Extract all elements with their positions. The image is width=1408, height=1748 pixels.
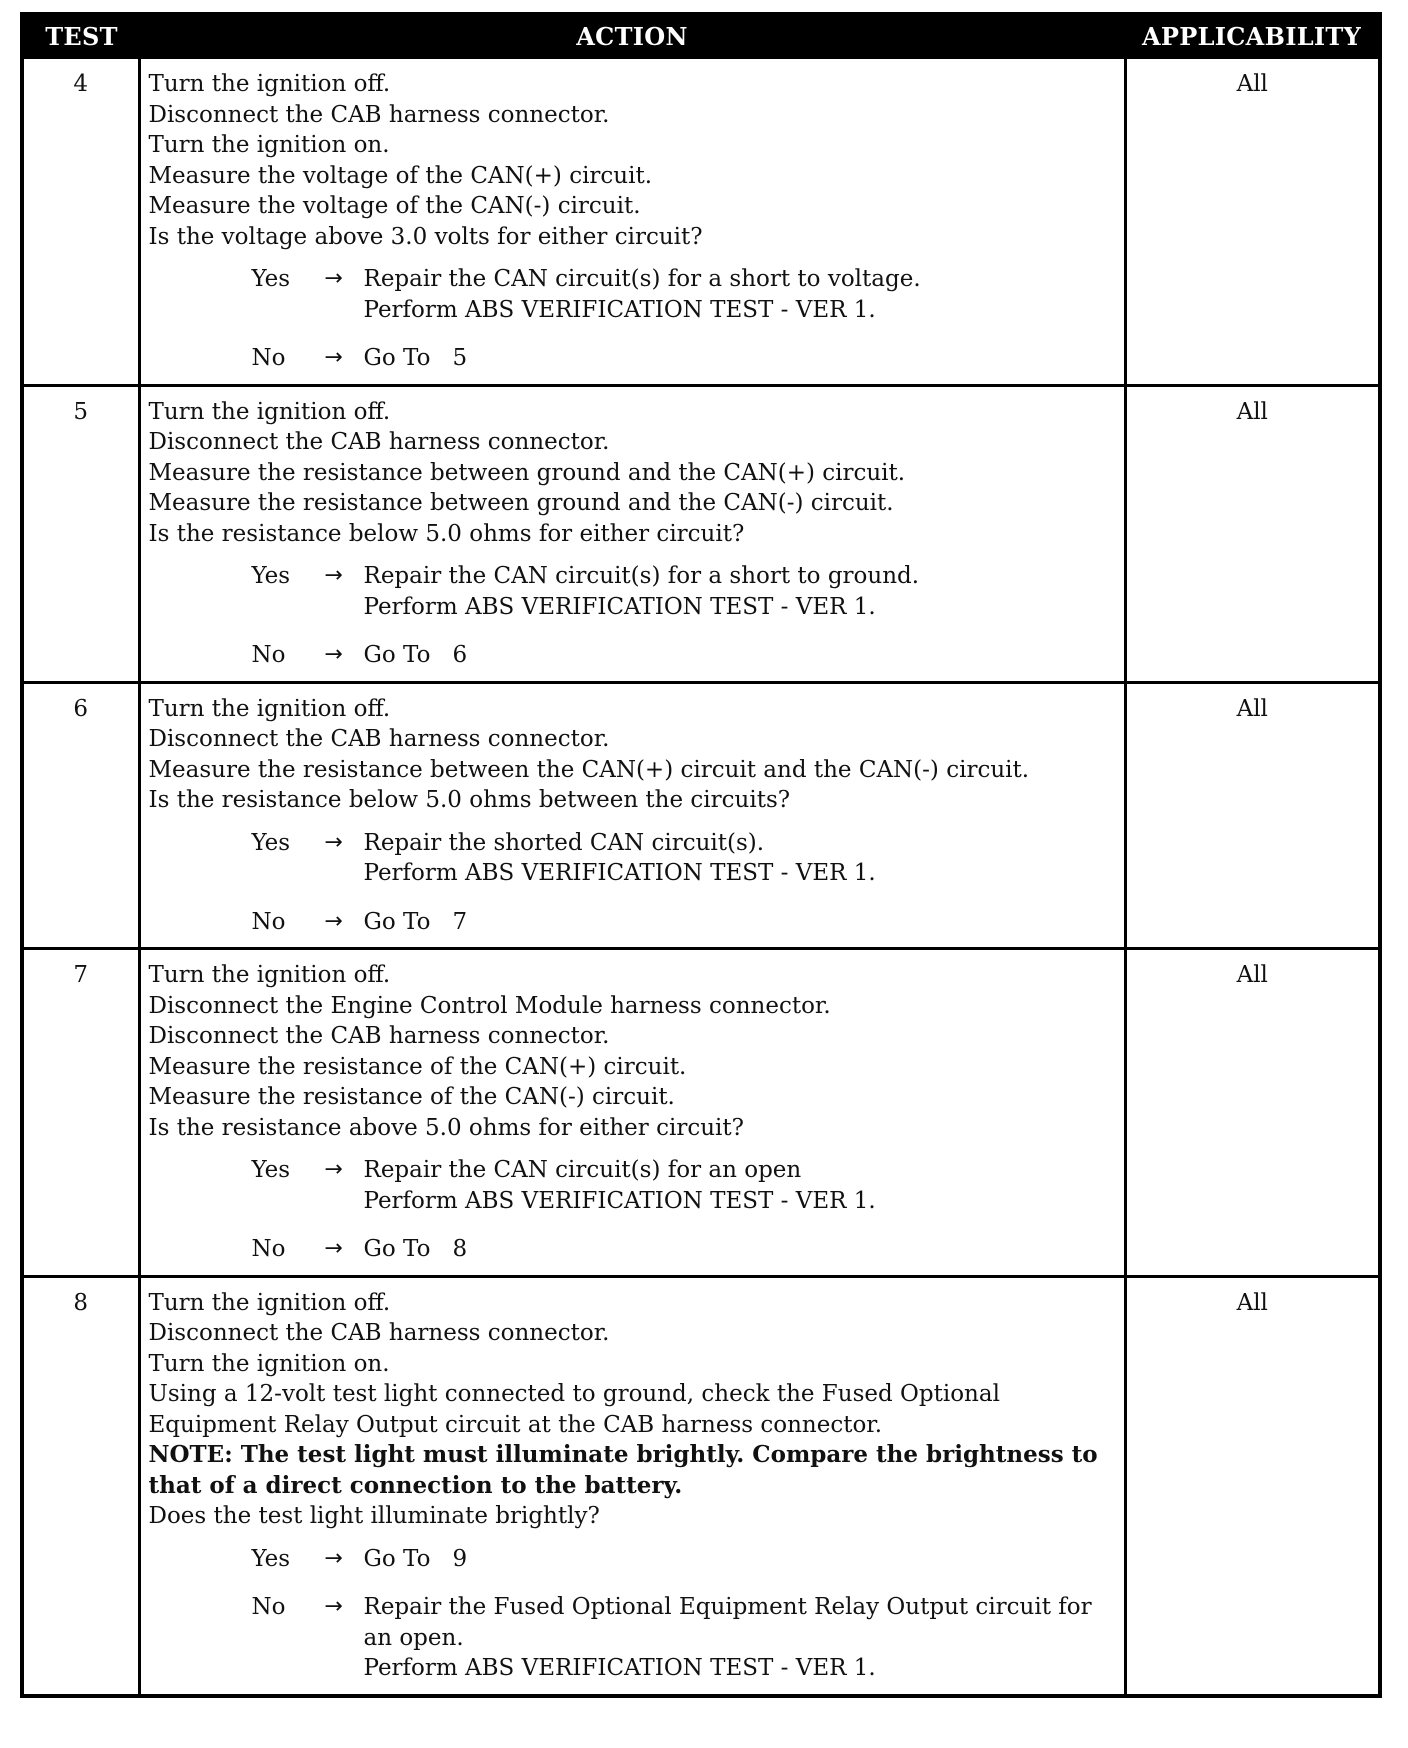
no-label: No bbox=[251, 908, 286, 935]
step: Disconnect the CAB harness connector. bbox=[148, 1023, 610, 1049]
yes-label: Yes bbox=[251, 266, 291, 292]
outcome-line: Repair the shorted CAN circuit(s). bbox=[363, 829, 765, 856]
step: Disconnect the Engine Control Module harness connector. bbox=[148, 992, 831, 1019]
action-cell bbox=[139, 682, 1125, 949]
outcome-line: Perform ABS VERIFICATION TEST - VER 1. bbox=[363, 860, 876, 886]
action-cell bbox=[139, 385, 1125, 682]
applicability-value: All bbox=[1125, 682, 1380, 949]
outcome-text bbox=[364, 1592, 1118, 1684]
step: Disconnect the CAB harness connector. bbox=[148, 1320, 610, 1346]
step: Turn the ignition off. bbox=[148, 695, 391, 722]
outcomes bbox=[149, 1155, 1118, 1265]
action-cell bbox=[139, 1276, 1125, 1696]
step-list bbox=[149, 960, 1118, 1143]
no-label: No bbox=[251, 1594, 286, 1620]
step: Measure the resistance between ground and the CAN(-) circuit. bbox=[148, 490, 894, 516]
outcome-yes bbox=[252, 1544, 1118, 1575]
applicability-value: All bbox=[1125, 949, 1380, 1277]
outcome-line: Repair the CAN circuit(s) for an open bbox=[363, 1157, 802, 1183]
table-header bbox=[22, 14, 1380, 58]
note-text: NOTE: The test light must illuminate brightly. Compare the brightness to that of a direct connection to the battery. bbox=[148, 1441, 1098, 1499]
outcome-line: Repair the CAN circuit(s) for a short to voltage. bbox=[363, 266, 921, 292]
applicability-value: All bbox=[1125, 385, 1380, 682]
no-label: No bbox=[251, 642, 286, 668]
diagnostic-test-table bbox=[20, 12, 1382, 1698]
step: Is the resistance below 5.0 ohms for either circuit? bbox=[148, 520, 745, 547]
yes-label: Yes bbox=[251, 563, 291, 589]
right-arrow-icon: → bbox=[324, 1157, 343, 1182]
goto-label: Go To bbox=[363, 345, 431, 371]
table-row-test-6 bbox=[22, 682, 1380, 949]
applicability-value: All bbox=[1125, 58, 1380, 386]
outcome-line: Perform ABS VERIFICATION TEST - VER 1. bbox=[363, 593, 876, 620]
right-arrow-icon: → bbox=[324, 1545, 343, 1571]
yes-label: Yes bbox=[251, 1545, 291, 1572]
applicability-value: All bbox=[1125, 1276, 1380, 1696]
outcome-text bbox=[364, 561, 1118, 622]
test-number: 5 bbox=[22, 385, 139, 682]
outcomes bbox=[149, 828, 1118, 938]
step: Measure the resistance of the CAN(-) circuit. bbox=[148, 1084, 675, 1110]
no-label: No bbox=[251, 1236, 286, 1262]
diagnostic-test-page bbox=[20, 12, 1378, 1698]
step: Is the voltage above 3.0 volts for either circuit? bbox=[148, 223, 703, 250]
step: Measure the voltage of the CAN(+) circuit. bbox=[148, 162, 653, 189]
outcome-line: Perform ABS VERIFICATION TEST - VER 1. bbox=[363, 296, 876, 323]
header-action: ACTION bbox=[139, 14, 1125, 58]
outcome-line: Perform ABS VERIFICATION TEST - VER 1. bbox=[363, 1655, 876, 1681]
right-arrow-icon: → bbox=[324, 1594, 343, 1619]
outcome-line: Repair the CAN circuit(s) for a short to ground. bbox=[363, 563, 920, 589]
header-applicability: APPLICABILITY bbox=[1125, 14, 1380, 58]
outcome-no bbox=[252, 343, 1118, 374]
no-label: No bbox=[251, 345, 286, 371]
goto-label: Go To bbox=[363, 908, 431, 935]
table-row-test-8 bbox=[22, 1276, 1380, 1696]
goto-link[interactable] bbox=[364, 1544, 1118, 1575]
action-cell bbox=[139, 58, 1125, 386]
step-list bbox=[149, 397, 1118, 550]
step: Turn the ignition off. bbox=[148, 962, 391, 988]
goto-label: Go To bbox=[363, 642, 431, 668]
outcome-yes bbox=[252, 828, 1118, 889]
step: Measure the resistance between the CAN(+) circuit and the CAN(-) circuit. bbox=[148, 756, 1030, 783]
outcome-line: Perform ABS VERIFICATION TEST - VER 1. bbox=[363, 1187, 876, 1214]
step: Is the resistance below 5.0 ohms between the circuits? bbox=[148, 787, 791, 813]
outcome-no bbox=[252, 640, 1118, 671]
step: Using a 12-volt test light connected to ground, check the Fused Optional Equipment Relay Output circuit at the CAB harness connector. bbox=[148, 1381, 1000, 1438]
step-list bbox=[149, 69, 1118, 252]
outcome-text bbox=[364, 264, 1118, 325]
goto-link[interactable] bbox=[364, 343, 1118, 374]
goto-test-number: 9 bbox=[452, 1545, 468, 1572]
step-list bbox=[149, 1288, 1118, 1532]
table-row-test-7 bbox=[22, 949, 1380, 1277]
outcome-yes bbox=[252, 264, 1118, 325]
right-arrow-icon: → bbox=[324, 345, 343, 370]
outcome-line: Repair the Fused Optional Equipment Relay Output circuit for an open. bbox=[363, 1594, 1092, 1651]
step: Is the resistance above 5.0 ohms for either circuit? bbox=[148, 1114, 744, 1141]
step: Turn the ignition off. bbox=[148, 71, 391, 97]
step: Turn the ignition on. bbox=[148, 132, 390, 158]
outcome-yes bbox=[252, 561, 1118, 622]
goto-label: Go To bbox=[363, 1236, 431, 1262]
question: Does the test light illuminate brightly? bbox=[148, 1503, 600, 1529]
right-arrow-icon: → bbox=[324, 908, 343, 934]
outcome-text bbox=[364, 1155, 1118, 1216]
goto-link[interactable] bbox=[364, 907, 1118, 938]
step: Disconnect the CAB harness connector. bbox=[148, 429, 610, 455]
yes-label: Yes bbox=[251, 829, 291, 856]
test-number: 4 bbox=[22, 58, 139, 386]
goto-link[interactable] bbox=[364, 1234, 1118, 1265]
outcomes bbox=[149, 561, 1118, 671]
goto-label: Go To bbox=[363, 1545, 431, 1572]
test-number: 7 bbox=[22, 949, 139, 1277]
header-test: TEST bbox=[22, 14, 139, 58]
outcomes bbox=[149, 264, 1118, 374]
goto-test-number: 6 bbox=[452, 642, 468, 668]
outcome-yes bbox=[252, 1155, 1118, 1216]
right-arrow-icon: → bbox=[324, 829, 343, 855]
goto-test-number: 8 bbox=[452, 1236, 468, 1262]
goto-test-number: 5 bbox=[452, 345, 468, 371]
step: Turn the ignition on. bbox=[148, 1350, 390, 1377]
outcome-no bbox=[252, 1592, 1118, 1684]
step: Measure the resistance between ground and the CAN(+) circuit. bbox=[148, 459, 906, 486]
right-arrow-icon: → bbox=[324, 642, 343, 667]
step-list bbox=[149, 694, 1118, 816]
step: Disconnect the CAB harness connector. bbox=[148, 101, 610, 128]
table-row-test-4 bbox=[22, 58, 1380, 386]
test-number: 8 bbox=[22, 1276, 139, 1696]
yes-label: Yes bbox=[251, 1157, 291, 1183]
step: Measure the voltage of the CAN(-) circuit. bbox=[148, 193, 641, 219]
step: Turn the ignition off. bbox=[148, 398, 391, 425]
test-number: 6 bbox=[22, 682, 139, 949]
right-arrow-icon: → bbox=[324, 1236, 343, 1261]
right-arrow-icon: → bbox=[324, 563, 343, 588]
action-cell bbox=[139, 949, 1125, 1277]
step: Disconnect the CAB harness connector. bbox=[148, 726, 610, 752]
step: Turn the ignition off. bbox=[148, 1289, 391, 1316]
table-row-test-5 bbox=[22, 385, 1380, 682]
outcomes bbox=[149, 1544, 1118, 1684]
step: Measure the resistance of the CAN(+) circuit. bbox=[148, 1053, 687, 1080]
outcome-no bbox=[252, 1234, 1118, 1265]
outcome-no bbox=[252, 907, 1118, 938]
outcome-text bbox=[364, 828, 1118, 889]
right-arrow-icon: → bbox=[324, 266, 343, 291]
goto-link[interactable] bbox=[364, 640, 1118, 671]
goto-test-number: 7 bbox=[452, 908, 468, 935]
